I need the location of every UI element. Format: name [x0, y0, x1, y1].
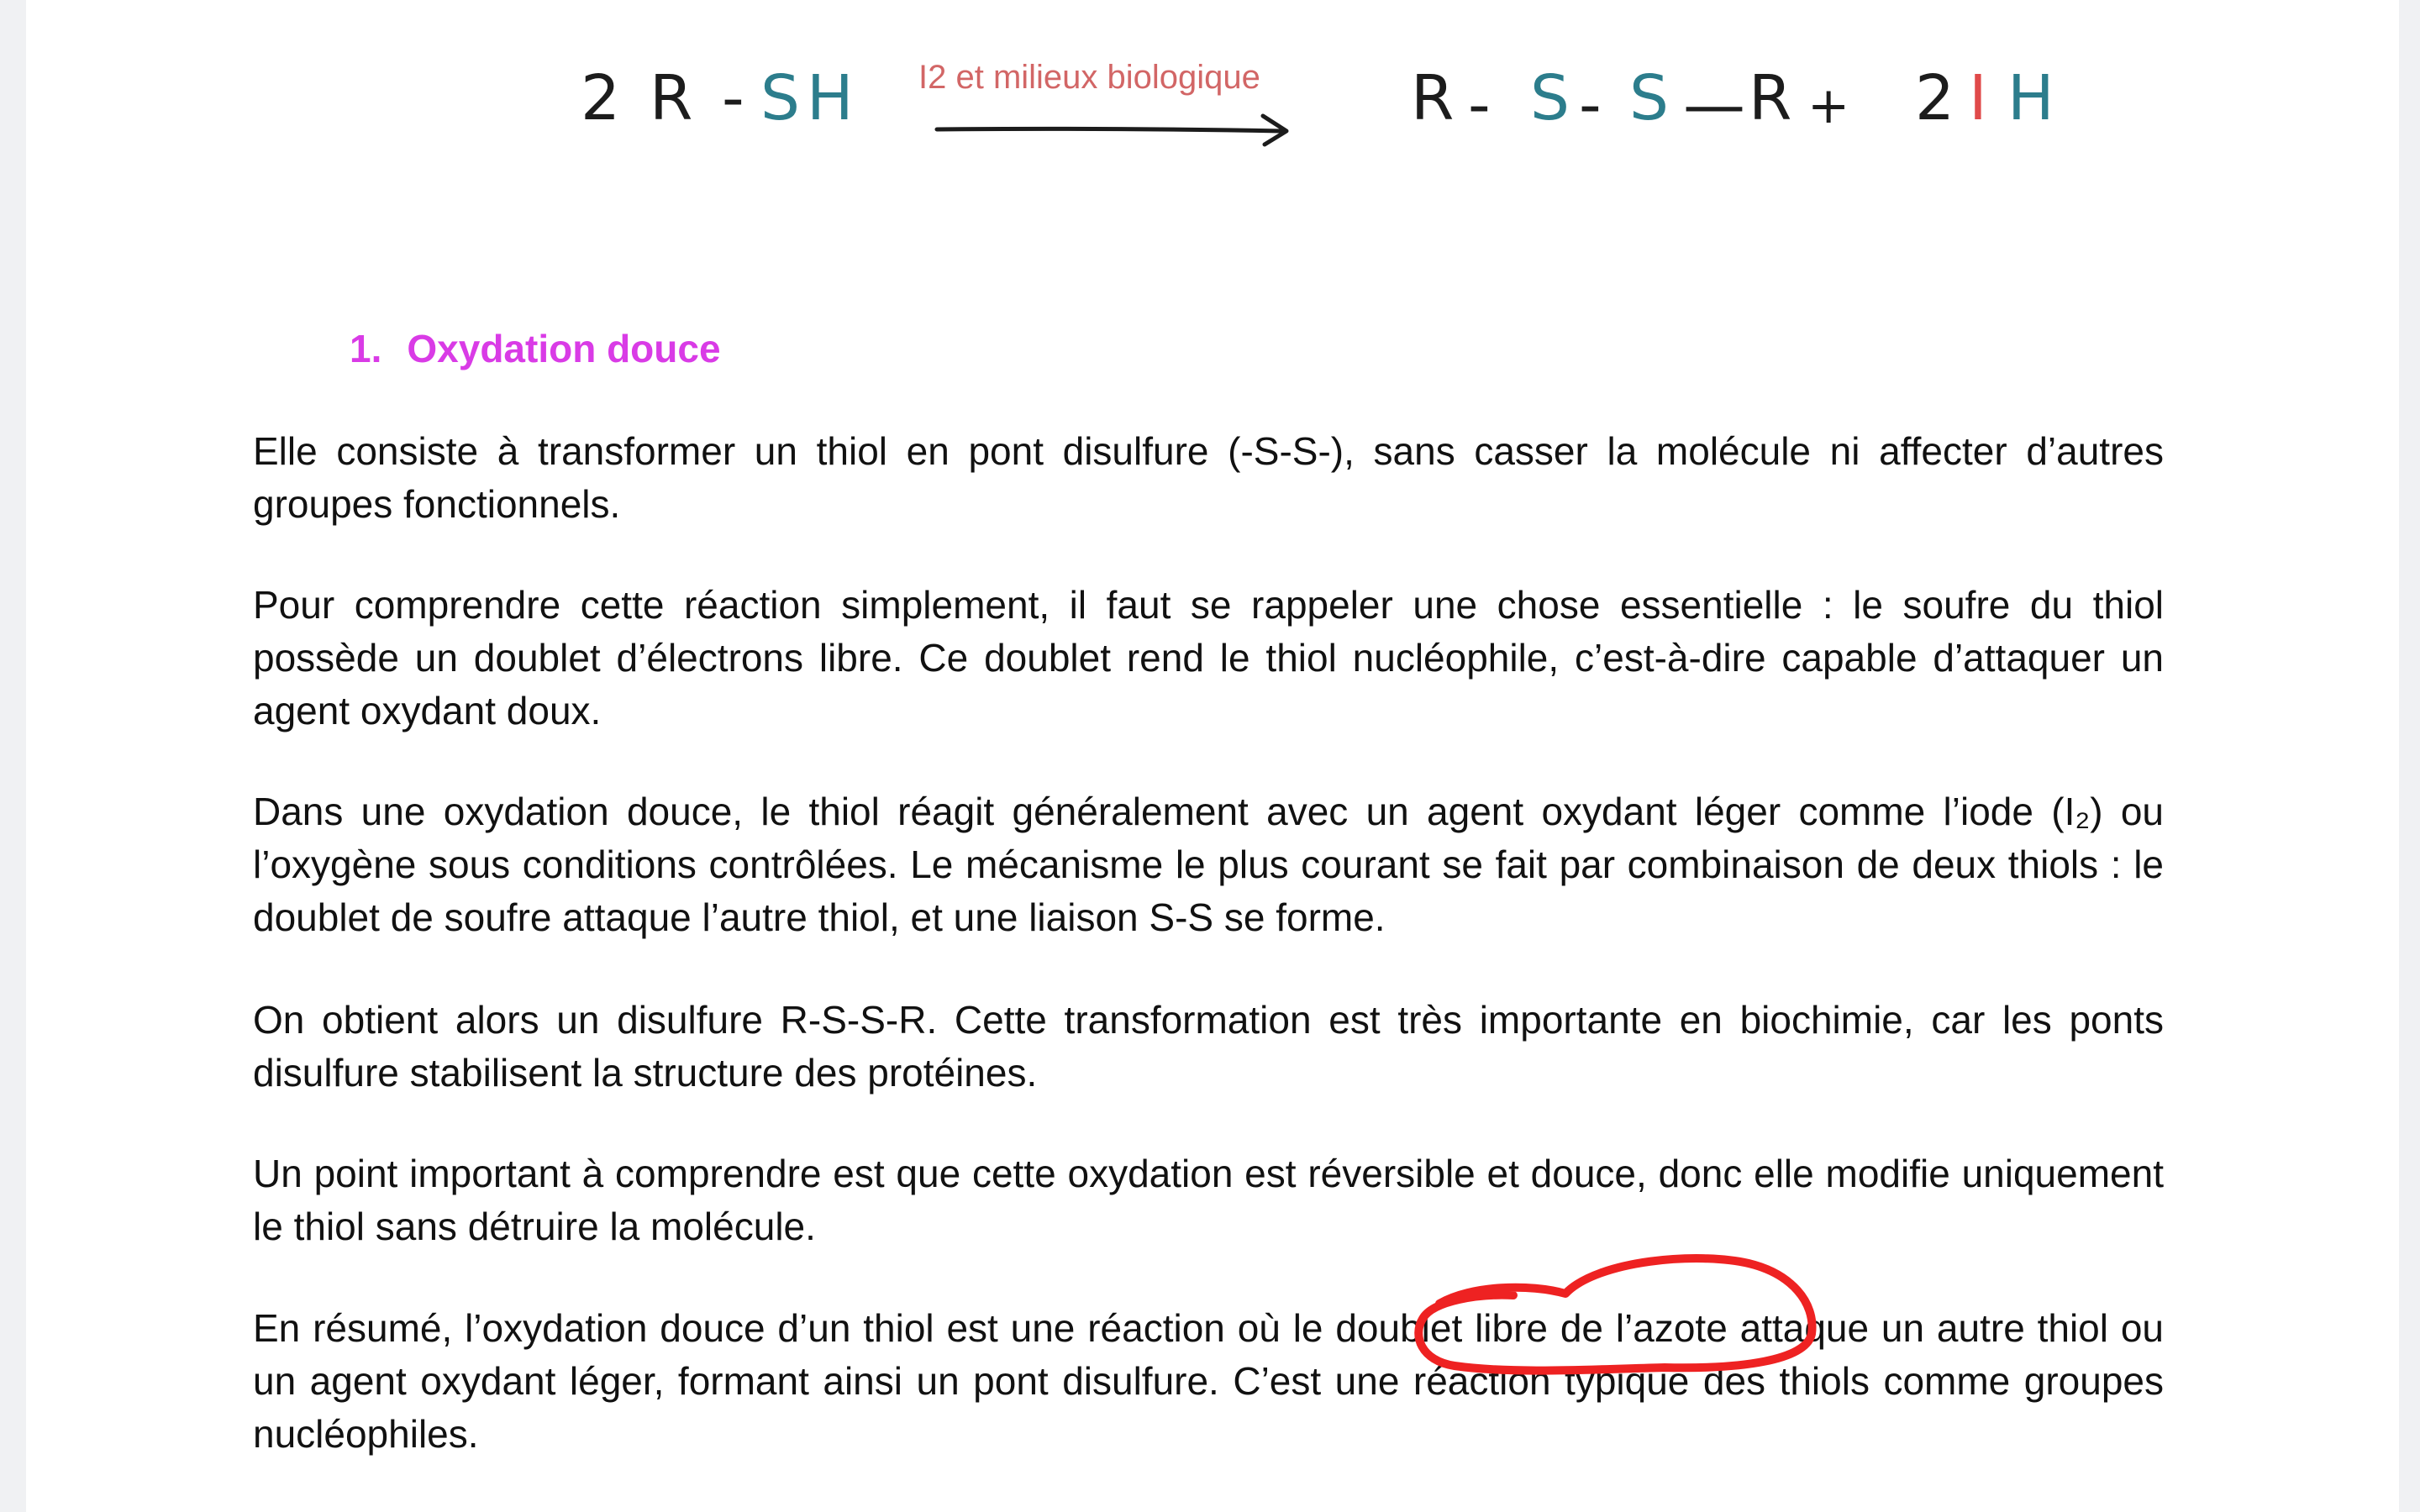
paragraph-definition: Elle consiste à transformer un thiol en pont disulfure (-S-S-), sans casser la molécule ni affecter d’autres groupes fonctionnels. — [253, 429, 2164, 526]
plus-sign: + — [1807, 76, 1857, 135]
product-s2: S — [1629, 62, 1676, 134]
document-page — [26, 0, 2399, 1512]
byproduct-coefficient: 2 — [1915, 62, 1962, 134]
reaction-equation — [26, 0, 2399, 168]
circled-phrase: doublet libre de l’azote — [1335, 1306, 1728, 1350]
paragraph-nucleophile: Pour comprendre cette réaction simplement, il faut se rappeler une chose essentielle : le soufre du thiol possède un doublet d’électrons libre. Ce doublet rend le thiol nucléophile, c’est-à-dire capable d’attaquer un agent oxydant doux. — [253, 583, 2164, 732]
section-number: 1. — [350, 327, 382, 370]
product-r1: R — [1411, 62, 1461, 134]
section-heading — [350, 326, 721, 371]
reactant-dash: - — [722, 62, 751, 134]
section-title: Oxydation douce — [407, 327, 721, 370]
paragraph-mechanism: Dans une oxydation douce, le thiol réagit généralement avec un agent oxydant léger comme l’iode (I₂) ou l’oxygène sous conditions contrôlées. Le mécanisme le plus courant se fait par combinaison de deux thiols : le doublet de soufre attaque l’autre thiol, et une liaison S-S se forme. — [253, 790, 2164, 939]
paragraph-disulfide: On obtient alors un disulfure R-S-S-R. Cette transformation est très importante en biochimie, car les ponts disulfure stabilisent la structure des protéines. — [253, 998, 2164, 1095]
reactant-sh: SH — [760, 62, 860, 134]
byproduct-h: H — [2007, 62, 2061, 134]
arrow-condition-label: I2 et milieux biologique — [918, 59, 1260, 96]
product-s1: S — [1530, 62, 1576, 134]
reactant-r: R — [650, 62, 700, 134]
product-dash2: - — [1579, 69, 1608, 141]
paragraph-reversible: Un point important à comprendre est que cette oxydation est réversible et douce, donc elle modifie uniquement le thiol sans détruire la molécule. — [253, 1152, 2164, 1248]
product-dash1: - — [1468, 69, 1497, 141]
paragraph-summary — [253, 1302, 2164, 1461]
byproduct-i: I — [1969, 62, 1994, 134]
summary-text-end: attaque un autre thiol ou un agent oxydant léger, formant ainsi un pont disulfure. C’est une réaction typique des thiols comme groupes nucléophiles. — [253, 1306, 2164, 1456]
reactant-coefficient: 2 — [581, 62, 628, 134]
reaction-arrow-icon — [934, 109, 1303, 151]
summary-text-start: En résumé, l’oxydation douce d’un thiol est une réaction où le — [253, 1306, 1336, 1350]
product-r2: R — [1749, 62, 1799, 134]
product-dash3: — — [1683, 69, 1752, 141]
